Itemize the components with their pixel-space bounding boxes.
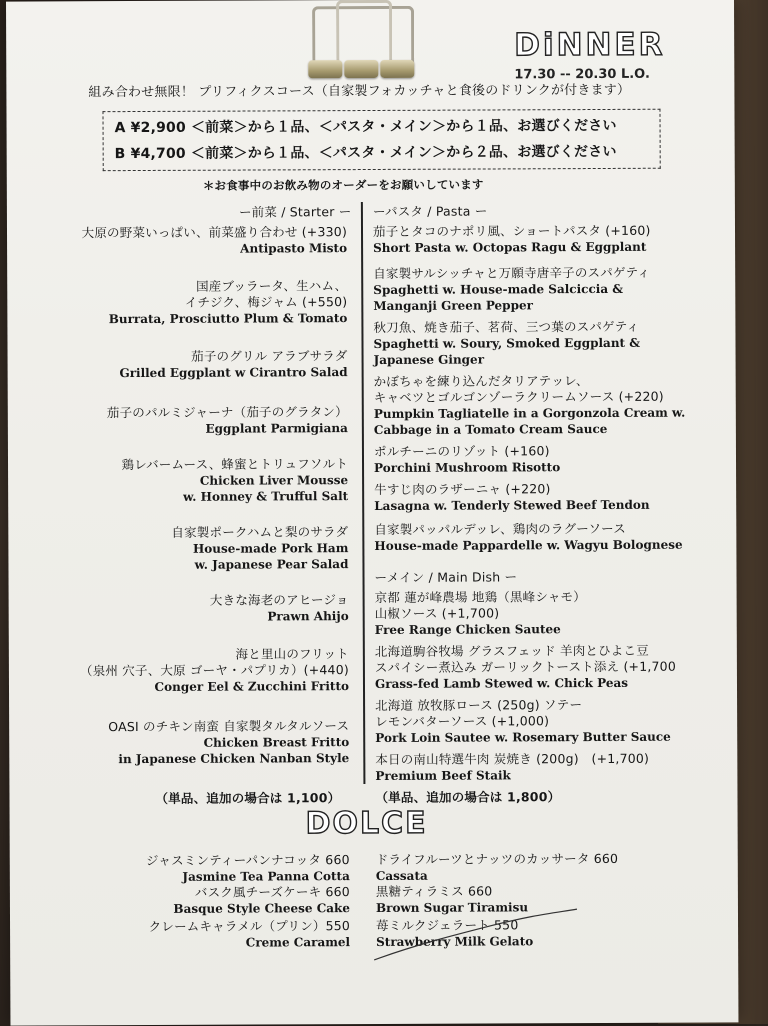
menu-title: DiNNER <box>514 26 666 64</box>
column-divider <box>361 202 366 784</box>
pasta-item-en: Pumpkin Tagliatelle in a Gorgonzola Cream w. <box>373 405 686 421</box>
dolce-item-en: Cassata <box>375 868 428 883</box>
pasta-item-jp: 牛すじ肉のラザーニャ (+220) <box>374 481 551 497</box>
main-heading: ーメイン / Main Dish ー <box>374 569 518 585</box>
starter-item-jp: 鶏レバームース、蜂蜜とトリュフソルト <box>121 456 349 473</box>
starter-item-jp: 国産ブッラータ、生ハム、 <box>196 278 348 294</box>
dolce-item-jp: 苺ミルクジェラート 550 <box>376 917 519 933</box>
dolce-item-jp: バスク風チーズケーキ 660 <box>194 884 350 900</box>
starter-item-en: Grilled Eggplant w Cirantro Salad <box>119 365 348 381</box>
starter-item-jp: 茄子のグリル アラブサラダ <box>191 348 348 364</box>
pasta-item-jp: キャベツとゴルゴンゾーラクリームソース (+220) <box>373 388 664 405</box>
main-item-jp: レモンバターソース (+1,000) <box>375 713 550 729</box>
starter-item-en: Chicken Breast Fritto <box>203 735 350 750</box>
starter-item-en: w. Honney & Trufful Salt <box>183 489 349 504</box>
pasta-item-jp: 茄子とタコのナポリ風、ショートパスタ (+160) <box>372 222 651 239</box>
main-single-price: （単品、追加の場合は 1,800） <box>375 789 561 805</box>
pasta-item-jp: ポルチーニのリゾット (+160) <box>373 443 550 459</box>
main-item-jp: 京都 蓮が峰農場 地鶏（黒峰シャモ） <box>374 589 586 605</box>
dolce-item-jp: ジャスミンティーパンナコッタ 660 <box>145 852 350 868</box>
main-item-jp: 北海道 放牧豚ロース (250g) ソテー <box>375 697 583 713</box>
main-item-en: Pork Loin Sautee w. Rosemary Butter Sauce <box>375 729 671 745</box>
dolce-item-en: Basque Style Cheese Cake <box>173 901 350 916</box>
starter-item-en: Chicken Liver Mousse <box>199 473 349 488</box>
starter-heading: ー前菜 / Starter ー <box>238 204 352 220</box>
pasta-item-jp: 自家製サルシッチャと万願寺唐辛子のスパゲティ <box>373 264 651 281</box>
dolce-item-jp: ドライフルーツとナッツのカッサータ 660 <box>375 850 619 867</box>
pasta-item-en: Spaghetti w. House-made Salciccia & <box>373 281 624 297</box>
course-option-a: A ¥2,900 ＜前菜＞から１品、＜パスタ・メイン＞から１品、お選びください <box>114 117 617 137</box>
main-item-jp: 北海道駒谷牧場 グラスフェッド 羊肉とひよこ豆 <box>374 642 649 659</box>
pasta-item-jp: 自家製パッパルデッレ、鶏肉のラグーソース <box>374 520 626 537</box>
dolce-item-en: Jasmine Tea Panna Cotta <box>182 869 350 884</box>
main-item-jp: 山椒ソース (+1,700) <box>374 605 500 621</box>
starter-item-jp: 自家製ポークハムと梨のサラダ <box>171 524 349 540</box>
starter-item-en: w. Japanese Pear Salad <box>194 557 349 572</box>
pasta-item-en: Spaghetti w. Soury, Smoked Eggplant & <box>373 335 641 351</box>
course-option-b: B ¥4,700 ＜前菜＞から１品、＜パスタ・メイン＞から２品、お選びください <box>114 143 617 163</box>
starter-item-en: Burrata, Prosciutto Plum & Tomato <box>108 311 348 327</box>
starter-item-en: in Japanese Chicken Nanban Style <box>118 751 350 767</box>
menu-sheet <box>6 0 738 1026</box>
starter-item-jp: OASI のチキン南蛮 自家製タルタルソース <box>108 718 350 735</box>
starter-item-jp: 大きな海老のアヒージョ <box>209 592 349 608</box>
pasta-item-en: House-made Pappardelle w. Wagyu Bolognese <box>374 537 683 553</box>
main-item-jp: スパイシー煮込み ガーリックトースト添え (+1,700 <box>374 658 677 675</box>
course-intro: 組み合わせ無限！ プリフィクスコース（自家製フォカッチャと食後のドリンクが付きます） <box>88 82 631 101</box>
dolce-item-jp: 黒糖ティラミス 660 <box>375 883 493 899</box>
starter-item-jp: 大原の野菜いっぱい、前菜盛り合わせ (+330) <box>81 224 348 241</box>
binder-clip-icon <box>306 0 418 82</box>
starter-item-en: Eggplant Parmigiana <box>205 421 348 436</box>
pasta-item-en: Japanese Ginger <box>373 352 485 367</box>
pasta-item-jp: 秋刀魚、焼き茄子、茗荷、三つ葉のスパゲティ <box>373 318 640 335</box>
starter-single-price: （単品、追加の場合は 1,100） <box>155 790 341 806</box>
pasta-item-en: Cabbage in a Tomato Cream Sauce <box>373 421 608 437</box>
main-item-en: Grass-fed Lamb Stewed w. Chick Peas <box>374 675 629 691</box>
dolce-item-en: Brown Sugar Tiramisu <box>375 900 529 915</box>
main-item-en: Premium Beef Staik <box>375 768 511 783</box>
pasta-item-en: Short Pasta w. Octopas Ragu & Eggplant <box>373 239 647 255</box>
dolce-item-en: Creme Caramel <box>245 935 351 950</box>
starter-item-en: Prawn Ahijo <box>267 609 349 624</box>
starter-item-en: House-made Pork Ham <box>192 541 349 556</box>
dolce-item-en: Strawberry Milk Gelato <box>376 934 534 949</box>
main-item-en: Free Range Chicken Sautee <box>374 622 561 637</box>
pasta-item-en: Manganji Green Pepper <box>373 298 533 313</box>
starter-item-en: Conger Eel & Zucchini Fritto <box>154 679 350 694</box>
starter-item-jp: 茄子のパルミジャーナ（茄子のグラタン） <box>106 404 348 421</box>
main-item-jp: 本日の南山特選牛肉 炭焼き (200g) (+1,700) <box>375 750 650 767</box>
starter-item-en: Antipasto Misto <box>240 241 348 256</box>
pasta-item-en: Lasagna w. Tenderly Stewed Beef Tendon <box>374 497 650 513</box>
starter-item-jp: （泉州 穴子、大原 ゴーヤ・パプリカ）(+440) <box>79 662 349 679</box>
pasta-item-jp: かぼちゃを練り込んだタリアテッレ、 <box>373 373 589 389</box>
dolce-heading: DOLCE <box>305 805 428 842</box>
pasta-item-en: Porchini Mushroom Risotto <box>374 460 561 475</box>
drink-order-note: ＊お食事中のお飲み物のオーダーをお願いしています <box>202 177 484 193</box>
service-hours: 17.30 -- 20.30 L.O. <box>514 66 650 83</box>
pasta-heading: ーパスタ / Pasta ー <box>372 203 488 219</box>
dolce-item-jp: クレームキャラメル（プリン）550 <box>148 918 351 934</box>
starter-item-jp: イチジク、梅ジャム (+550) <box>184 294 348 310</box>
starter-item-jp: 海と里山のフリット <box>235 646 349 662</box>
